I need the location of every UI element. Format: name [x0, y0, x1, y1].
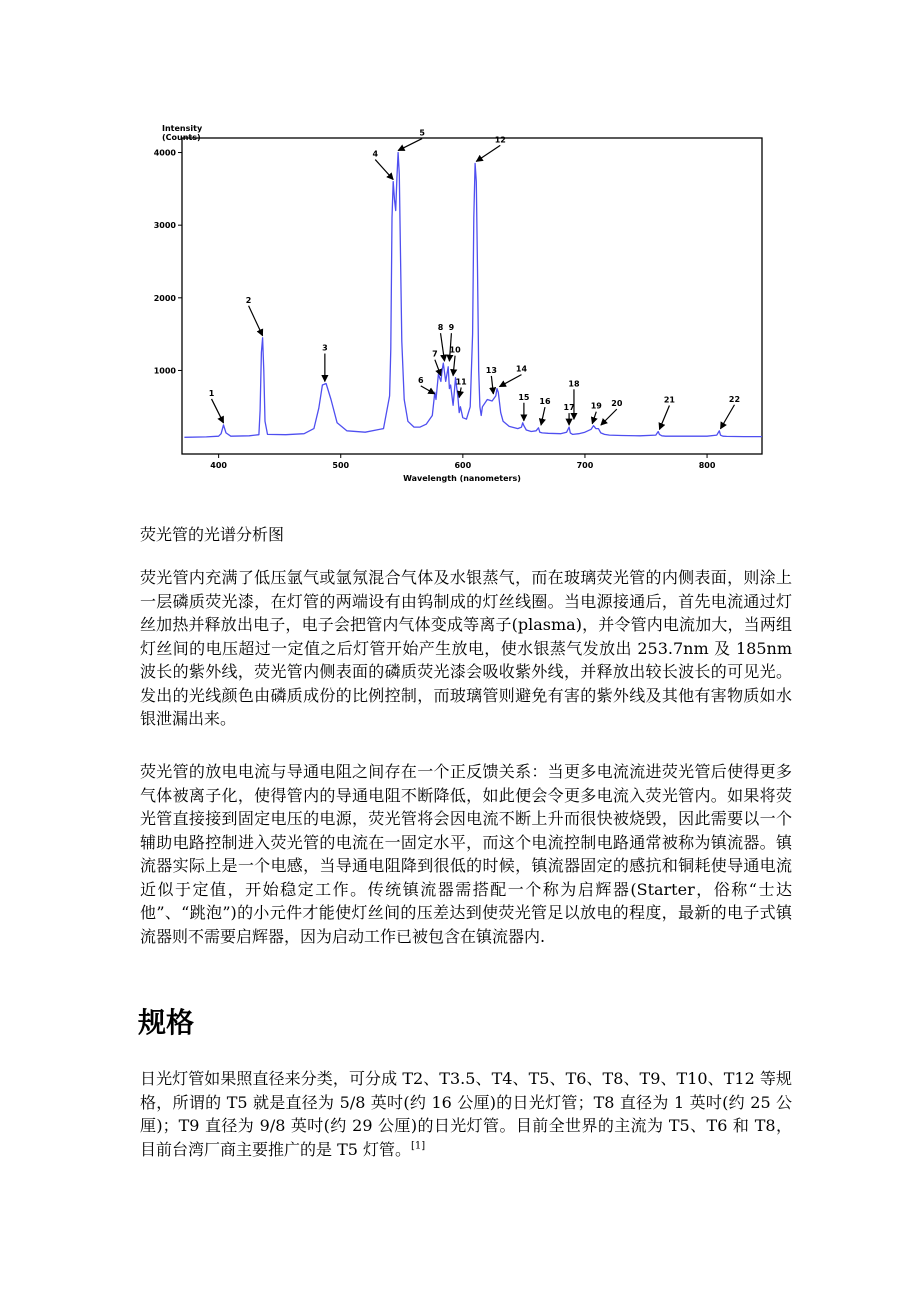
- peak-label: 9: [448, 323, 455, 333]
- section-heading-specs: 规格: [138, 1006, 195, 1039]
- plot-frame: [182, 138, 762, 454]
- peak-label: 21: [663, 395, 676, 405]
- peak-label: 4: [372, 149, 379, 159]
- peak-label: 15: [518, 392, 530, 402]
- peak-label: 22: [728, 394, 741, 404]
- paragraph-specs: [140, 1067, 792, 1161]
- spectrum-chart: [150, 112, 780, 492]
- peak-arrow: [441, 333, 445, 361]
- x-tick-label: 500: [332, 461, 350, 470]
- peak-label: 11: [455, 377, 467, 387]
- paragraph-how-it-works: 荧光管内充满了低压氩气或氩氖混合气体及水银蒸气，而在玻璃荧光管的内侧表面，则涂上一层磷质荧光漆，在灯管的两端设有由钨制成的灯丝线圈。当电源接通后，首先电流通过灯丝加热并释放出电子，电子会把管内气体变成等离子(plasma)，并令管内电流加大，当两组灯丝间的电压超过一定值之后灯管开始产生放电，使水银蒸气发放出 253.7nm 及 185nm 波长的紫外线，荧光管内侧表面的磷质荧光漆会吸收紫外线，并释放出较长波长的可见光。发出的光线颜色由磷质成份的比例控制，而玻璃管则避免有害的紫外线及其他有害物质如水银泄漏出来。: [140, 568, 792, 728]
- peak-arrow: [212, 399, 224, 423]
- x-tick-label: 700: [576, 461, 594, 470]
- y-tick-label: 3000: [153, 221, 176, 231]
- spectrum-chart-svg: [150, 112, 780, 492]
- peak-label: 18: [568, 379, 580, 389]
- peak-arrow: [541, 407, 545, 425]
- figure-caption: 荧光管的光谱分析图: [140, 525, 285, 544]
- y-tick-label: 2000: [153, 293, 176, 303]
- peak-label: 16: [539, 397, 551, 407]
- peak-label: 6: [417, 375, 424, 385]
- peak-label: 14: [515, 364, 528, 374]
- peak-label: 2: [245, 295, 252, 305]
- peak-label: 12: [494, 135, 506, 145]
- peak-arrow: [453, 356, 455, 376]
- peak-label: 20: [611, 399, 623, 409]
- peak-label: 19: [590, 401, 602, 411]
- y-axis-label: Intensity: [162, 124, 203, 133]
- peak-arrow: [476, 145, 500, 161]
- peak-arrow: [459, 388, 461, 398]
- peak-arrow: [375, 160, 393, 180]
- peak-label: 7: [432, 349, 438, 359]
- peak-label: 5: [419, 128, 425, 138]
- x-tick-label: 400: [210, 461, 227, 470]
- y-tick-label: 1000: [153, 366, 176, 376]
- y-axis-label: (Counts): [162, 133, 201, 142]
- peak-arrow: [435, 360, 441, 376]
- x-axis-label: Wavelength (nanometers): [403, 474, 521, 483]
- peak-arrow: [398, 139, 422, 151]
- peak-arrow: [491, 376, 493, 394]
- y-tick-label: 4000: [153, 148, 176, 158]
- peak-arrow: [421, 386, 435, 394]
- peak-label: 1: [208, 388, 215, 398]
- peak-arrow: [499, 375, 521, 387]
- x-tick-label: 800: [698, 461, 716, 470]
- spectrum-line: [184, 153, 762, 438]
- peak-label: 17: [563, 403, 575, 413]
- peak-label: 13: [485, 365, 497, 375]
- x-tick-label: 600: [454, 461, 472, 470]
- paragraph-specs-text: 日光灯管如果照直径来分类，可分成 T2、T3.5、T4、T5、T6、T8、T9、T10、T12 等规格，所谓的 T5 就是直径为 5/8 英吋(约 16 公厘)的日光灯管；T8 直径为 1 英吋(约 25 公厘)；T9 直径为 9/8 英吋(约 29 公厘)的日光灯管。目前全世界的主流为 T5、T6 和 T8，目前台湾厂商主要推广的是 T5 灯管。: [140, 1069, 792, 1159]
- peak-arrow: [720, 405, 734, 429]
- peak-arrow: [592, 412, 596, 424]
- peak-arrow: [659, 405, 669, 429]
- peak-label: 8: [437, 323, 444, 333]
- peak-label: 10: [449, 345, 461, 355]
- paragraph-ballast: 荧光管的放电电流与导通电阻之间存在一个正反馈关系：当更多电流流进荧光管后使得更多气体被离子化，使得管内的导通电阻不断降低，如此便会令更多电流入荧光管内。如果将荧光管直接接到固定电压的电源，荧光管将会因电流不断上升而很快被烧毁，因此需要以一个辅助电路控制进入荧光管的电流在一固定水平，而这个电流控制电路通常被称为镇流器。镇流器实际上是一个电感，当导通电阻降到很低的时候，镇流器固定的感抗和铜耗使导通电流近似于定值，开始稳定工作。传统镇流器需搭配一个称为启辉器(Starter，俗称“士达他”、“跳泡”)的小元件才能使灯丝间的压差达到使荧光管足以放电的程度，最新的电子式镇流器则不需要启辉器，因为启动工作已被包含在镇流器内.: [140, 762, 792, 946]
- peak-label: 3: [322, 343, 328, 353]
- citation-link[interactable]: [1]: [411, 1140, 426, 1152]
- peak-arrow: [249, 306, 263, 336]
- peak-arrow: [601, 409, 617, 425]
